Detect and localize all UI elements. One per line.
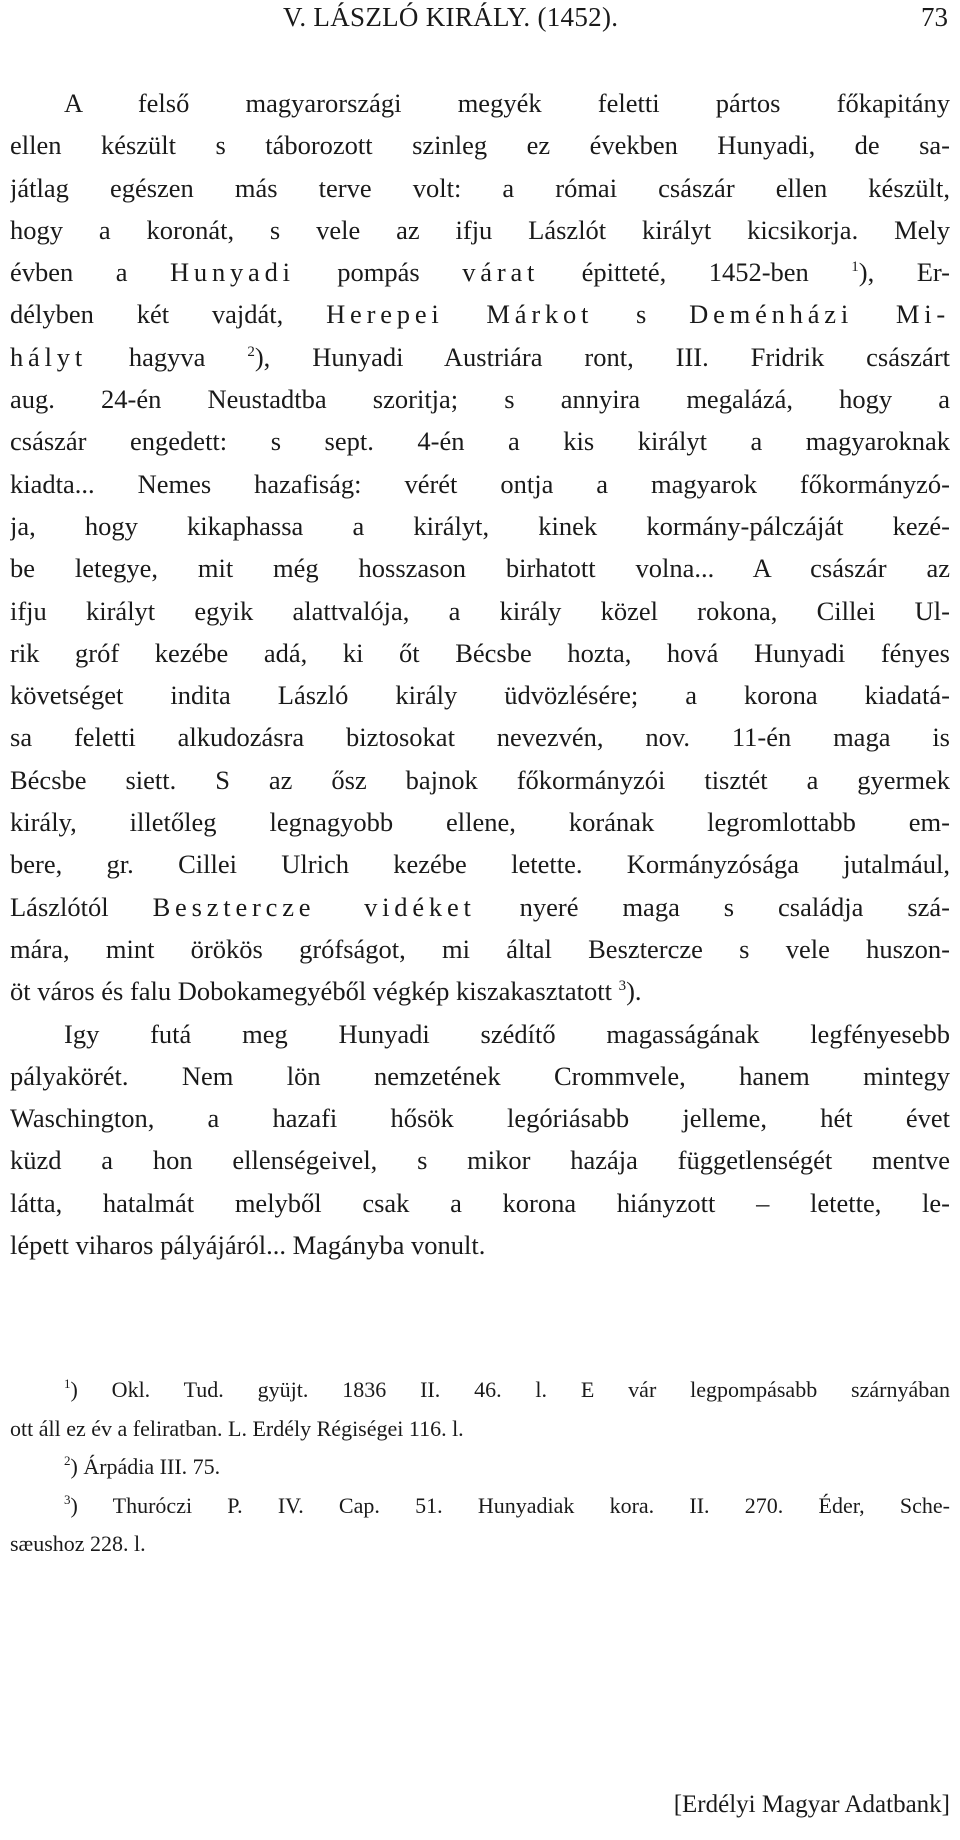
text-line: bere, gr. Cillei Ulrich kezébe letette. Kormányzósága jutalmául, [10, 849, 950, 880]
spaced-name-herepei: Herepei [326, 299, 444, 330]
spaced-place-beszterczevideket: Besztercze vidéket [152, 891, 476, 922]
text-line: rik gróf kezébe adá, ki őt Bécsbe hozta, hová Hunyadi fényes [10, 637, 950, 668]
footnote-mark-3: 3 [64, 1491, 71, 1507]
text-line [10, 970, 950, 1012]
text-line: Bécsbe siett. S az ősz bajnok főkormányzói tisztét a gyermek [10, 764, 950, 795]
text-segment: öt város és falu Dobokamegyéből végkép kiszakasztatott [10, 976, 619, 1007]
text-line: hogy a koronát, s vele az ifju Lászlót királyt kicsikorja. Mely [10, 214, 950, 245]
footnote-3-continued: sæushoz 228. l. [10, 1531, 146, 1556]
text-segment: évben a [10, 257, 170, 288]
footnote-text: ) Thuróczi P. IV. Cap. 51. Hunyadiak kora. II. 270. Éder, Sche- [70, 1492, 950, 1518]
footnote-ref-1: 1 [851, 259, 859, 276]
text-line: küzd a hon ellenségeivel, s mikor hazája függetlenségét mentve [10, 1145, 950, 1176]
text-line: ja, hogy kikaphassa a királyt, kinek kormány-pálczáját kezé- [10, 510, 950, 541]
text-line: ifju királyt egyik alattvalója, a király közel rokona, Cillei Ul- [10, 595, 950, 626]
footnote-1 [10, 1371, 950, 1410]
text-segment: ). [626, 976, 642, 1007]
text-line: aug. 24-én Neustadtba szoritja; s annyira megalázá, hogy a [10, 384, 950, 415]
text-line: látta, hatalmát melyből csak a korona hiányzott – letette, le- [10, 1187, 950, 1218]
spaced-name-mihaly-part2: hályt [10, 341, 87, 372]
text-segment: pompás [294, 257, 463, 288]
text-line [10, 336, 950, 378]
text-line: lépett viharos pályájáról... Magányba vonult. [10, 1230, 486, 1261]
text-line: követséget indita László király üdvözlésére; a korona kiadatá- [10, 680, 950, 711]
text-segment: hagyva [87, 341, 248, 372]
spaced-name-mihaly-part1: Mi- [895, 299, 950, 330]
running-title: V. LÁSZLÓ KIRÁLY. (1452). [283, 2, 619, 32]
page-number: 73 [921, 2, 948, 32]
text-line: be letegye, mit még hosszason birhatott volna... A császár az [10, 553, 950, 584]
footnote-ref-2: 2 [247, 343, 255, 360]
spaced-word-varat: várat [462, 257, 540, 288]
footnote-3 [10, 1487, 950, 1526]
footnote-ref-3: 3 [618, 978, 627, 995]
text-line: Igy futá meg Hunyadi szédítő magasságának legfényesebb [64, 1018, 950, 1049]
footnote-2 [10, 1448, 950, 1487]
text-line: császár engedett: s sept. 4-én a kis királyt a magyaroknak [10, 426, 950, 457]
footnotes [10, 1371, 950, 1564]
spaced-name-markot: Márkot [486, 299, 594, 330]
text-line [10, 251, 950, 293]
footnote-mark-1: 1 [64, 1376, 71, 1391]
footnote-text: ) Okl. Tud. gyüjt. 1836 II. 46. l. E vár legpompásabb szárnyában [70, 1377, 950, 1402]
text-segment: Lászlótól [10, 891, 153, 922]
footnote-1-continued: ott áll ez év a feliratban. L. Erdély Régiségei 116. l. [10, 1415, 464, 1441]
text-line: A felső magyarországi megyék feletti pártos főkapitány [64, 88, 950, 118]
text-line: mára, mint örökös grófságot, mi által Besztercze s vele huszon- [10, 933, 950, 964]
text-line: király, illetőleg legnagyobb ellene, korának legromlottabb em- [10, 807, 950, 838]
source-footer: [Erdélyi Magyar Adatbank] [673, 1791, 950, 1818]
text-segment [444, 299, 487, 329]
main-text [10, 82, 950, 1266]
text-line [10, 886, 950, 928]
text-segment: nyeré maga s családja szá- [475, 891, 950, 922]
spaced-name-hunyadi: Hunyadi [169, 257, 295, 288]
text-line [10, 293, 950, 335]
text-line: Waschington, a hazafi hősök legóriásabb jelleme, hét évet [10, 1103, 950, 1134]
text-line: pályakörét. Nem lön nemzetének Crommvele, hanem mintegy [10, 1060, 950, 1091]
page-header [283, 2, 948, 42]
text-line: játlag egészen más terve volt: a római császár ellen készült, [10, 172, 950, 203]
footnote-text: ) Árpádia III. 75. [70, 1454, 221, 1479]
text-segment: ), Er- [858, 257, 950, 288]
spaced-name-demenhazi: Deménházi [689, 299, 854, 330]
text-segment: délyben két vajdát, [10, 299, 327, 330]
text-line: sa feletti alkudozásra biztosokat nevezvén, nov. 11-én maga is [10, 722, 950, 753]
footnote-mark-2: 2 [64, 1453, 71, 1468]
text-segment: épitteté, 1452-ben [539, 257, 852, 288]
text-line: kiadta... Nemes hazafiság: vérét ontja a magyarok főkormányzó- [10, 468, 950, 499]
text-segment [853, 299, 896, 329]
text-segment: ), Hunyadi Austriára ront, III. Fridrik császárt [254, 341, 950, 372]
text-line: ellen készült s táborozott szinleg ez években Hunyadi, de sa- [10, 130, 950, 161]
text-segment: s [593, 299, 690, 330]
